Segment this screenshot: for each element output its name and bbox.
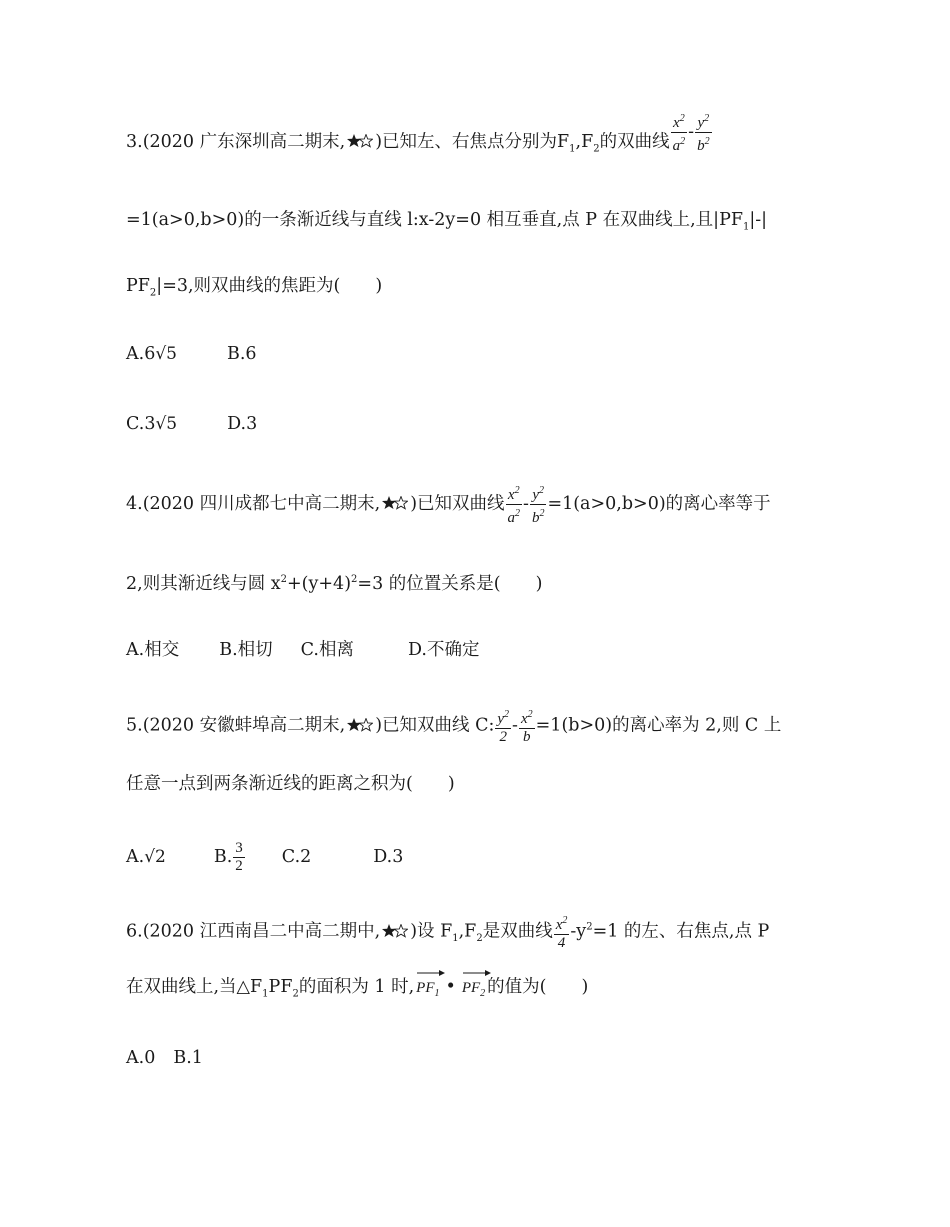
q4-line2: 2,则其渐近线与圆 $x^2+(y+4)^2=3$ 的位置关系是( ) <box>126 573 543 594</box>
q3-options-ab <box>126 342 257 366</box>
q3-line2: =1(a>0,b>0)的一条渐近线与直线 l:x-2y=0 相互垂直,点 P 在双曲线上,且$|PF_1|-|$ <box>126 210 768 233</box>
q3-option-c: C.3√5 <box>126 414 178 434</box>
fraction-x2-a2: $\frac{x^2}{a^2}$ <box>506 482 523 527</box>
q4-option-a: A.相交 <box>126 640 180 660</box>
q3-option-b: B.6 <box>227 344 257 364</box>
q3-line1: 3.(2020 广东深圳高二期末, )已知左、右焦点分别为$F_1,F_2$的双曲线 $\frac{x^2}{a^2}$ - $\frac{y^2}{b^2}$ <box>126 120 713 165</box>
q5-line2: 任意一点到两条渐近线的距离之积为( ) <box>126 774 455 794</box>
q4-line1: 4.(2020 四川成都七中高二期末, )已知双曲线 $\frac{x^2}{a^2}$ - $\frac{y^2}{b^2}$ =1(a>0,b>0)的离心率等于 <box>126 482 771 527</box>
fraction-y2-2: $\frac{y^2}{2}$ <box>495 706 511 746</box>
difficulty-stars-icon <box>347 134 373 148</box>
q6-line2: 在双曲线上,当$\triangle F_1PF_2$的面积为 1 时, $PF_1$ • $PF_2$ 的值为( ) <box>126 968 588 1007</box>
q5-line1: 5.(2020 安徽蚌埠高二期末, )已知双曲线 C: $\frac{y^2}{2}$ - $\frac{x^2}{b}$ =1(b>0)的离心率为 2,则 C 上 <box>126 706 781 746</box>
q6-line1: 6.(2020 江西南昌二中高二期中, )设 $F_1,F_2$是双曲线 $\frac{x^2}{4}$ $-y^2=1$ 的左、右焦点,点 P <box>126 912 769 952</box>
fraction-x2-b: $\frac{x^2}{b}$ <box>519 706 535 746</box>
q3-option-d: D.3 <box>227 414 258 434</box>
q3-line3: $PF_2|=3$,则双曲线的焦距为( ) <box>126 276 383 299</box>
difficulty-stars-icon <box>382 496 408 510</box>
vector-pf2: $PF_2$ <box>462 968 485 1006</box>
q4-options <box>126 638 479 662</box>
q3-option-a: A.6√5 <box>126 344 177 364</box>
fraction-y2-b2: $\frac{y^2}{b^2}$ <box>695 110 712 155</box>
q4-option-b: B.相切 <box>219 640 273 660</box>
q5-options <box>126 840 403 875</box>
q6-option-a: A.0 <box>126 1048 156 1068</box>
q6-options <box>126 1046 203 1070</box>
q3-options-cd <box>126 412 257 436</box>
difficulty-stars-icon <box>347 718 373 732</box>
q4-option-d: D.不确定 <box>407 640 480 660</box>
q5-option-b: B. $\frac{3}{2}$ <box>213 840 243 874</box>
vector-pf1: $PF_1$ <box>416 968 439 1006</box>
difficulty-stars-icon <box>382 924 408 938</box>
fraction-y2-b2: $\frac{y^2}{b^2}$ <box>530 482 547 527</box>
fraction-x2-4: $\frac{x^2}{4}$ <box>554 912 570 952</box>
fraction-x2-a2: $\frac{x^2}{a^2}$ <box>671 110 688 155</box>
q5-option-a: A.√2 <box>126 847 166 867</box>
q5-option-d: D.3 <box>373 847 404 867</box>
q6-option-b: B.1 <box>173 1048 203 1068</box>
q4-option-c: C.相离 <box>300 640 354 660</box>
q5-option-c: C.2 <box>281 847 312 867</box>
